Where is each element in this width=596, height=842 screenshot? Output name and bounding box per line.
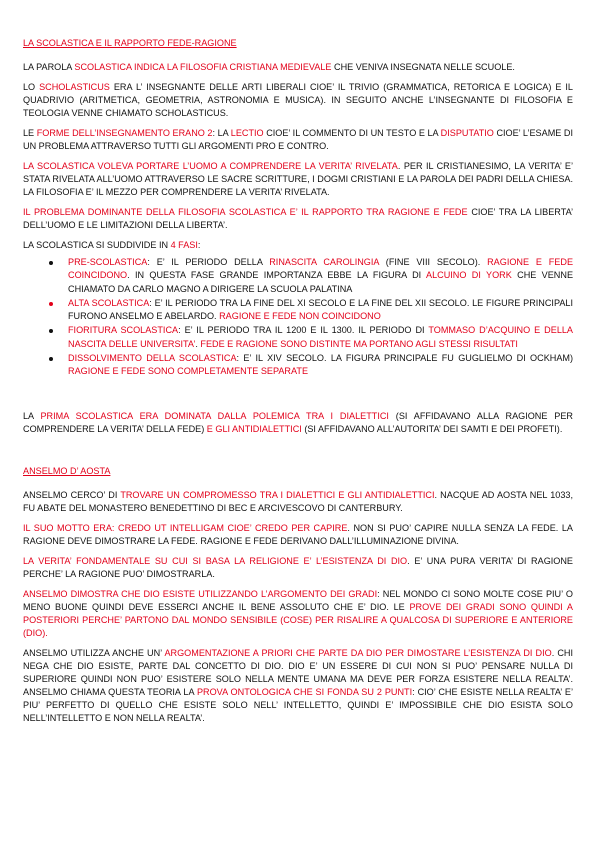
highlight-run: FORME DELL’INSEGNAMENTO ERANO 2	[36, 128, 213, 138]
text-run: . NACQUE AD AOSTA NEL 1033, FU ABATE DEL MONASTERO BENEDETTINO DI BEC E ARCIVESCOVO DI CANTERBURY.	[23, 489, 573, 513]
bullet-icon	[49, 261, 53, 265]
section-title-scolastica: LA SCOLASTICA E IL RAPPORTO FEDE-RAGIONE	[23, 38, 237, 48]
highlight-run: E GLI ANTIDIALETTICI	[206, 423, 302, 434]
highlight-run: FIORITURA SCOLASTICA	[68, 325, 179, 336]
text-run: CIOE’ L’ESAME DI UN PROBLEMA ATTRAVERSO TUTTI GLI ARGOMENTI PRO E CONTRO.	[23, 128, 573, 151]
paragraph-prova-ontologica	[23, 647, 573, 725]
text-run: (SI AFFIDAVANO ALLA RAGIONE PER COMPRENDERE LA VERITA’ DELLA FEDE)	[23, 410, 573, 434]
highlight-run: PROVA ONTOLOGICA CHE SI FONDA SU 2 PUNTI	[196, 686, 413, 697]
text-run: . NON SI PUO’ CAPIRE NULLA SENZA LA FEDE. LA RAGIONE DEVE DIMOSTRARE LA FEDE. RAGIONE E FEDE DERIVANO DALL’ILLUMINAZIONE DIVINA.	[23, 522, 573, 546]
phases-list	[23, 256, 573, 379]
highlight-run: TROVARE UN COMPROMESSO TRA I DIALETTICI E GLI ANTIDIALETTICI	[120, 489, 435, 500]
highlight-run: RAGIONE E FEDE COINCIDONO	[68, 257, 574, 281]
text-run: : E’ IL XIV SECOLO. LA FIGURA PRINCIPALE FU GUGLIELMO DI OCKHAM)	[236, 353, 573, 364]
text-run: LA SCOLASTICA SI SUDDIVIDE IN	[23, 240, 171, 250]
highlight-run: IL PROBLEMA DOMINANTE DELLA FILOSOFIA SCOLASTICA E’ IL RAPPORTO TRA RAGIONE E FEDE	[23, 207, 468, 217]
text-run: . PER IL CRISTIANESIMO, LA VERITA’ E’ STATA RIVELATA ALL’UOMO ATTRAVERSO LE SACRE SCRITTURE, I DOGMI CRISTIANI E LA PAROLA DEI PADRI DELLA CHIESA. LA FILOSOFIA E’ IL MEZZO PER COMPRENDERE LA VERITA’ RIVELATA.	[23, 161, 574, 197]
text-run: .	[195, 338, 201, 349]
highlight-run: PRIMA SCOLASTICA ERA DOMINATA DALLA POLEMICA TRA I DIALETTICI	[40, 410, 389, 421]
highlight-run: 4 FASI	[170, 240, 198, 250]
text-run: . IN QUESTA FASE GRANDE IMPORTANZA EBBE LA FIGURA DI	[127, 270, 427, 281]
text-run: ERA L’ INSEGNANTE DELLE ARTI LIBERALI CIOE’ IL TRIVIO (GRAMMATICA, RETORICA E LOGICA) E IL QUADRIVIO (ARITMETICA, GEOMETRIA, ASTRONOMIA E MUSICA). IN SEGUITO ANCHE L’INSEGNANTE DI FILOSOFIA E TEOLOGIA VENNE CHIAMATO SCHOLASTICUS.	[23, 82, 573, 118]
text-run: : NEL MONDO CI SONO MOLTE COSE PIU’ O MENO BUONE QUINDI DEVE ESSERCI ANCHE IL BENE ASSOLUTO CHE E’ DIO. LE	[23, 588, 573, 612]
paragraph-fasi-intro	[23, 239, 573, 252]
text-run: CHE VENIVA INSEGNATA NELLE SCUOLE.	[331, 62, 515, 72]
list-item	[23, 324, 573, 351]
list-item	[23, 352, 573, 379]
paragraph-anselmo-compromesso	[23, 489, 573, 515]
text-run: ANSELMO UTILIZZA ANCHE UN’	[23, 647, 165, 658]
text-run: . CHI NEGA CHE DIO ESISTE, PARTE DAL CONCETTO DI DIO. DIO E’ UN ESSERE DI CUI NON SI PUO’ PENSARE NULLA DI SUPERIORE QUINDI NON PUO’ ESISTERE SOLO NELLA MENTE UMANA MA DEVE PER FORZA ESISTERE NELLA REALTA’. ANSELMO CHIAMA QUESTA TEORIA LA	[23, 647, 573, 697]
text-run: CIOE’ TRA LA LIBERTA’ DELL’UOMO E LE LIMITAZIONI DELLA LIBERTA’.	[23, 207, 573, 230]
highlight-run: DISPUTATIO	[440, 128, 494, 138]
list-item	[23, 256, 573, 296]
text-run: ANSELMO CERCO’ DI	[23, 489, 121, 500]
highlight-run: PROVE DEI GRADI SONO QUINDI A POSTERIORI PERCHE’ PARTONO DAL MONDO SENSIBILE (COSE) PER RISALIRE A QUALCOSA DI SUPERIORE E ANTERIORE (DIO).	[23, 601, 573, 638]
text-run: : CIO’ CHE ESISTE NELLA REALTA’ E’ PIU’ PERFETTO DI QUELLO CHE ESISTE SOLO NELL’ INTELLETTO, QUINDI E’ IMPOSSIBILE CHE DIO ESISTA SOLO NELL’INTELLETTO E NON NELLA REALTA’.	[23, 686, 573, 723]
spacer	[23, 380, 573, 410]
highlight-run: RAGIONE E FEDE SONO COMPLETAMENTE SEPARATE	[68, 366, 309, 377]
paragraph-problema-dominante	[23, 206, 573, 232]
highlight-run: PRE-SCOLASTICA	[68, 257, 148, 267]
highlight-run: ANSELMO DIMOSTRA CHE DIO ESISTE UTILIZZANDO L’ARGOMENTO DEI GRADI	[23, 588, 378, 599]
highlight-run: FEDE E RAGIONE SONO DISTINTE MA PORTANO AGLI STESSI RISULTATI	[200, 338, 518, 349]
text-run: : E’ IL PERIODO DELLA	[147, 257, 270, 267]
paragraph-argomento-gradi	[23, 588, 573, 640]
highlight-run: RAGIONE E FEDE NON COINCIDONO	[219, 311, 381, 322]
paragraph-verita-rivelata	[23, 160, 573, 199]
text-run: : LA	[212, 128, 231, 138]
text-run: LO	[23, 82, 40, 92]
paragraph-scholasticus	[23, 81, 573, 120]
text-run: LA PAROLA	[23, 62, 75, 72]
highlight-run: ALCUINO DI YORK	[426, 270, 512, 281]
paragraph-prima-scolastica	[23, 410, 573, 436]
spacer	[23, 443, 573, 465]
highlight-run: IL SUO MOTTO ERA: CREDO UT INTELLIGAM CIOE’ CREDO PER CAPIRE	[23, 522, 348, 533]
bullet-icon	[49, 357, 53, 361]
highlight-run: RINASCITA CAROLINGIA	[269, 257, 379, 267]
text-run: : E’ IL PERIODO TRA IL 1200 E IL 1300. IL PERIODO DI	[178, 325, 429, 336]
highlight-run: ALTA SCOLASTICA	[68, 297, 150, 308]
text-run: LA	[23, 410, 41, 421]
text-run: (FINE VIII SECOLO).	[378, 257, 488, 267]
text-run: (SI AFFIDAVANO ALL’AUTORITA’ DEI SAMTI E DEI PROFETI).	[301, 423, 563, 434]
highlight-run: DISSOLVIMENTO DELLA SCOLASTICA	[68, 353, 237, 364]
bullet-icon	[49, 302, 53, 306]
paragraph-scolastica-definition	[23, 61, 573, 74]
list-item	[23, 297, 573, 324]
highlight-run: LA VERITA’ FONDAMENTALE SU CUI SI BASA LA RELIGIONE E’ L’ESISTENZA DI DIO	[23, 555, 408, 566]
text-run: : E’ IL PERIODO TRA LA FINE DEL XI SECOLO E LA FINE DEL XII SECOLO. LE FIGURE PRINCIPALI FURONO ANSELMO E ABELARDO.	[68, 297, 573, 322]
text-run: :	[197, 240, 201, 250]
paragraph-verita-fondamentale	[23, 555, 573, 581]
text-run: LE	[23, 128, 37, 138]
highlight-run: SCOLASTICA INDICA LA FILOSOFIA CRISTIANA MEDIEVALE	[74, 62, 332, 72]
highlight-run: ARGOMENTAZIONE A PRIORI CHE PARTE DA DIO PER DIMOSTARE L’ESISTENZA DI DIO	[164, 647, 552, 658]
bullet-icon	[49, 329, 53, 333]
highlight-run: TOMMASO D’ACQUINO E DELLA NASCITA DELLE UNIVERSITA’	[68, 325, 573, 349]
paragraph-anselmo-motto	[23, 522, 573, 548]
text-run: . E’ UNA PURA VERITA’ DI RAGIONE PERCHE’ LA RAGIONE PUO’ DIMOSTRARLA.	[23, 555, 574, 579]
section-title-anselmo: ANSELMO D’ AOSTA	[23, 465, 111, 476]
text-run: CHE VENNE CHIAMATO DA CARLO MAGNO A DIRIGERE LA SCUOLA PALATINA	[68, 270, 574, 294]
highlight-run: LECTIO	[230, 128, 264, 138]
highlight-run: SCHOLASTICUS	[39, 82, 110, 92]
paragraph-forme-insegnamento	[23, 127, 573, 153]
text-run: CIOE’ IL COMMENTO DI UN TESTO E LA	[263, 128, 441, 138]
highlight-run: LA SCOLASTICA VOLEVA PORTARE L’UOMO A COMPRENDERE LA VERITA’ RIVELATA	[23, 161, 398, 171]
